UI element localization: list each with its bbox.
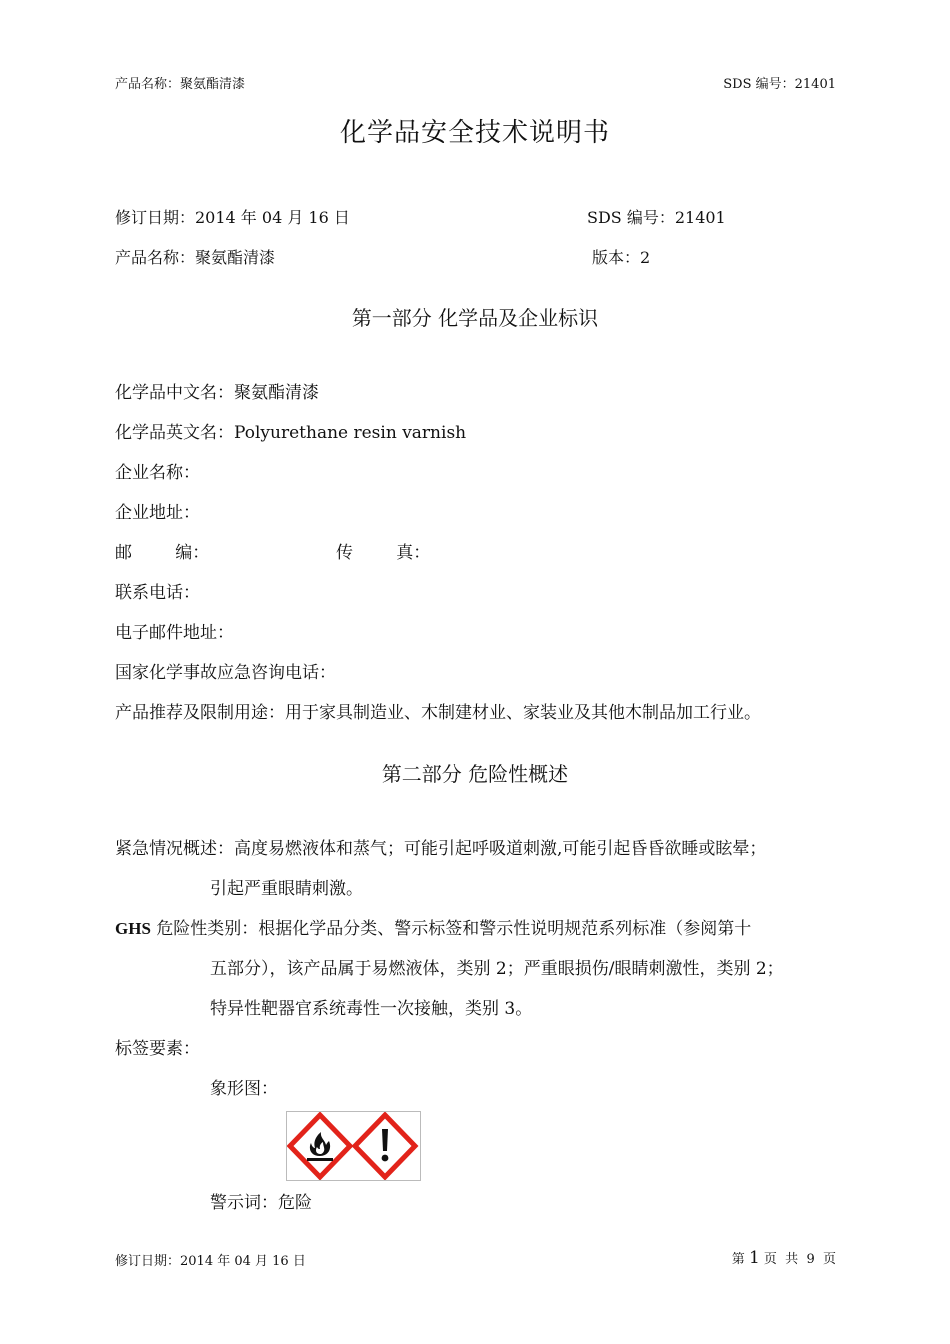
footer-revision: 修订日期：2014 年 04 月 16 日 (115, 1254, 306, 1269)
field-address: 企业地址： (115, 503, 200, 523)
meta-sds: SDS 编号：21401 (587, 208, 726, 227)
exclamation-icon (355, 1115, 415, 1177)
emergency-overview-line1: 紧急情况概述：高度易燃液体和蒸气；可能引起呼吸道刺激,可能引起昏昏欲睡或眩晕； (115, 839, 767, 859)
emergency-overview-line2: 引起严重眼睛刺激。 (210, 879, 363, 899)
field-usage: 产品推荐及限制用途：用于家具制造业、木制建材业、家装业及其他木制品加工行业。 (115, 703, 761, 723)
footer-page (732, 1248, 836, 1268)
meta-version: 版本：2 (592, 248, 651, 267)
field-email: 电子邮件地址： (115, 623, 234, 643)
field-emergency-phone: 国家化学事故应急咨询电话： (115, 663, 336, 683)
section2-title: 第二部分 危险性概述 (381, 762, 569, 786)
flame-icon (290, 1115, 350, 1177)
field-fax: 传 真： (336, 543, 431, 563)
field-company: 企业名称： (115, 463, 200, 483)
field-phone: 联系电话： (115, 583, 200, 603)
header-product: 产品名称：聚氨酯清漆 (115, 77, 246, 92)
field-postcode: 邮 编： (115, 543, 210, 563)
ghs-label: GHS (115, 919, 151, 938)
ghs-line2: 五部分），该产品属于易燃液体，类别 2；严重眼损伤/眼睛刺激性，类别 2； (210, 959, 784, 979)
pictogram-label: 象形图： (210, 1079, 278, 1099)
pictogram-box (286, 1111, 421, 1181)
ghs-line1-text: 危险性类别：根据化学品分类、警示标签和警示性说明规范系列标准（参阅第十 (156, 919, 752, 939)
ghs-line1 (115, 914, 751, 939)
ghs-pictograms (287, 1112, 420, 1180)
meta-product: 产品名称：聚氨酯清漆 (115, 248, 276, 267)
footer-page-number: 1 (748, 1248, 760, 1268)
document-title: 化学品安全技术说明书 (339, 118, 610, 148)
field-cn-name: 化学品中文名：聚氨酯清漆 (115, 383, 319, 403)
label-elements: 标签要素： (115, 1039, 200, 1059)
ghs-line3: 特异性靶器官系统毒性一次接触，类别 3。 (210, 999, 533, 1019)
section1-title: 第一部分 化学品及企业标识 (351, 306, 599, 330)
field-en-name: 化学品英文名：Polyurethane resin varnish (115, 423, 467, 443)
header-sds: SDS 编号：21401 (723, 77, 836, 92)
footer-page-prefix: 第 (731, 1252, 745, 1267)
signal-word: 警示词：危险 (210, 1193, 312, 1213)
meta-revision: 修订日期：2014 年 04 月 16 日 (115, 208, 350, 227)
footer-page-suffix: 页 共 9 页 (763, 1252, 836, 1267)
